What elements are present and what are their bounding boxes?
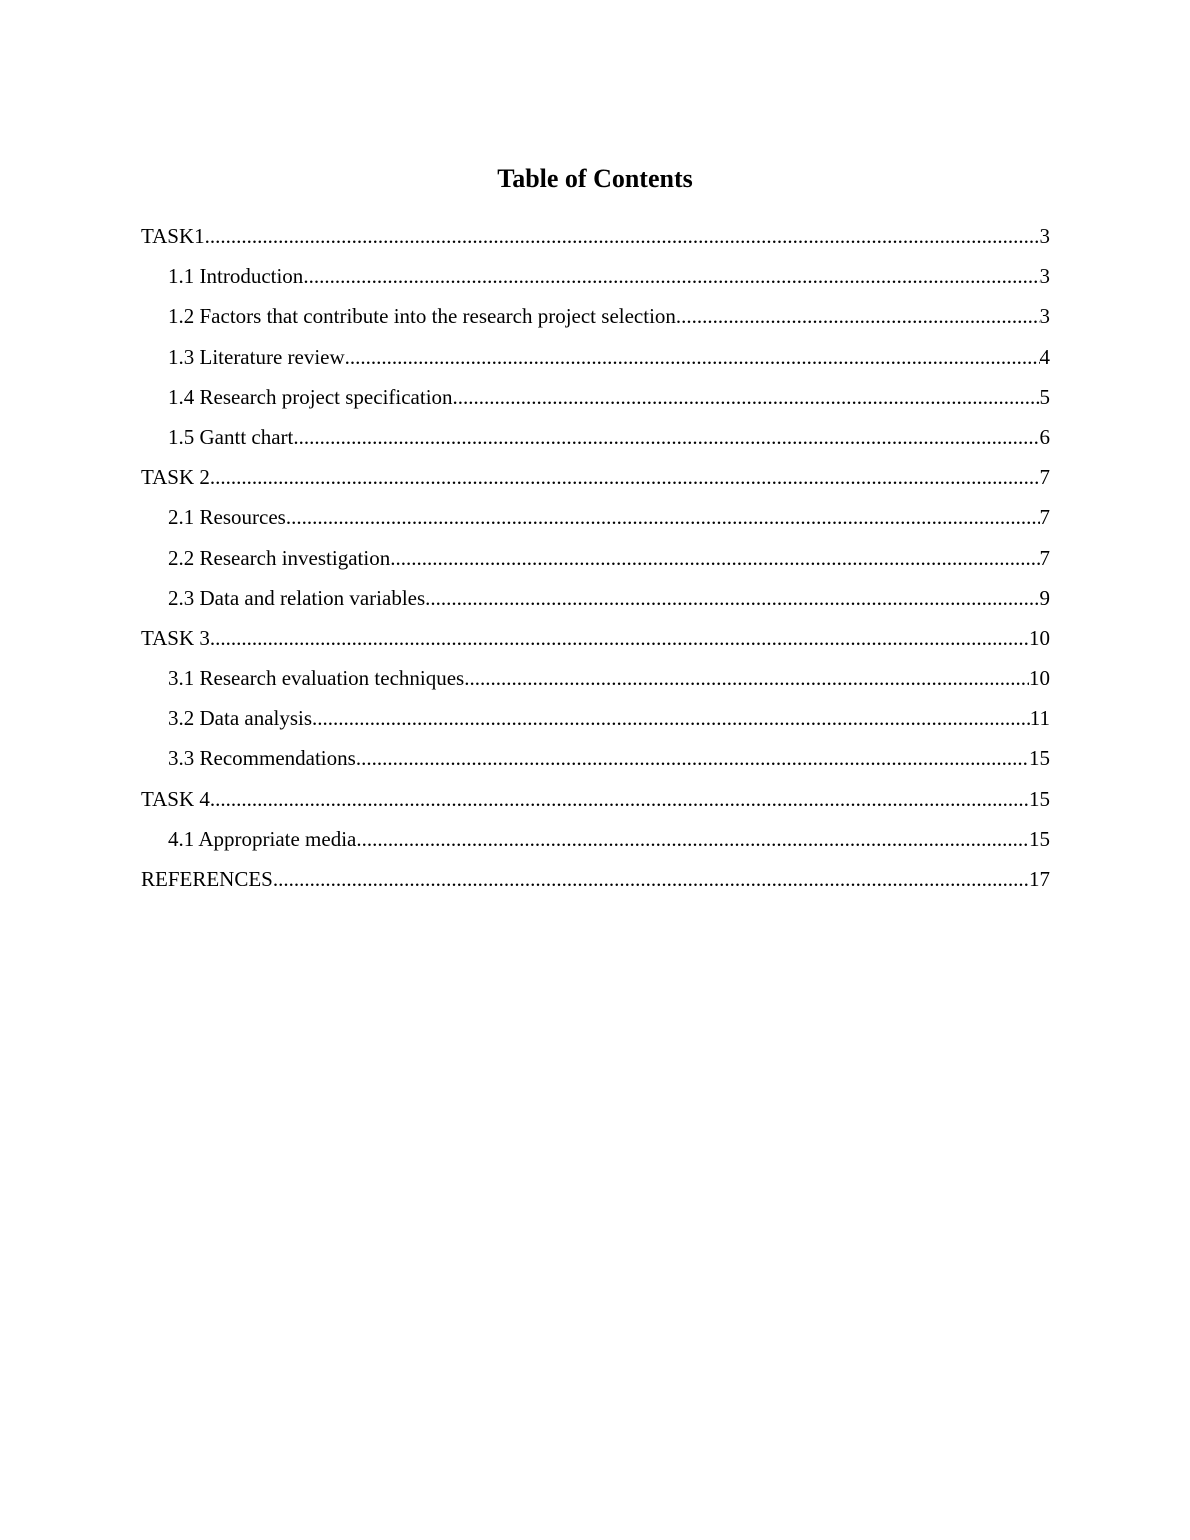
toc-entry-page-number: 3 <box>1039 264 1050 289</box>
toc-entry-page-number: 15 <box>1029 826 1050 851</box>
toc-dot-leader <box>676 296 1040 336</box>
toc-entry-label: REFERENCES <box>141 867 273 891</box>
toc-entry[interactable] <box>141 738 1050 778</box>
toc-dot-leader <box>345 337 1040 377</box>
toc-entry-page-number: 10 <box>1029 625 1050 650</box>
toc-entry-label: 1.4 Research project specification <box>168 384 453 409</box>
toc-entry-page-number: 7 <box>1039 505 1050 530</box>
toc-dot-leader <box>286 497 1040 537</box>
toc-entry-page-number: 6 <box>1039 424 1050 449</box>
toc-entry-label: TASK 4 <box>141 786 210 811</box>
toc-entry-label: 1.1 Introduction <box>168 264 304 289</box>
toc-entry-label: TASK1 <box>141 224 205 248</box>
toc-entry-page-number: 3 <box>1039 304 1050 329</box>
toc-entry-label: 3.2 Data analysis <box>168 706 313 731</box>
toc-entry-label: 3.3 Recommendations <box>168 746 356 771</box>
toc-entry[interactable] <box>141 296 1050 336</box>
toc-entry-label: TASK 2 <box>141 465 210 490</box>
toc-entry-label: 1.5 Gantt chart <box>168 424 294 449</box>
toc-entry-page-number: 7 <box>1039 545 1050 570</box>
toc-entry-label: 1.3 Literature review <box>168 344 345 369</box>
toc-entry-label: 4.1 Appropriate media <box>168 826 357 851</box>
toc-entry-label: 2.2 Research investigation <box>168 545 391 570</box>
toc-entry[interactable] <box>141 457 1050 497</box>
toc-entry-page-number: 15 <box>1029 746 1050 771</box>
toc-entry-page-number: 3 <box>1039 224 1050 248</box>
toc-entry-page-number: 11 <box>1029 706 1050 731</box>
toc-entry[interactable] <box>141 859 1050 899</box>
toc-dot-leader <box>273 859 1029 899</box>
toc-dot-leader <box>453 377 1040 417</box>
toc-entry[interactable] <box>141 698 1050 738</box>
toc-dot-leader <box>293 417 1039 457</box>
toc-entry[interactable] <box>141 417 1050 457</box>
toc-entry[interactable] <box>141 337 1050 377</box>
toc-dot-leader <box>303 256 1039 296</box>
toc-dot-leader <box>205 216 1040 256</box>
toc-dot-leader <box>390 538 1039 578</box>
toc-entry-label: 3.1 Research evaluation techniques <box>168 666 465 691</box>
toc-entry-page-number: 5 <box>1039 384 1050 409</box>
toc-dot-leader <box>356 738 1029 778</box>
toc-entry[interactable] <box>141 377 1050 417</box>
toc-entry[interactable] <box>141 538 1050 578</box>
toc-entry-page-number: 9 <box>1039 585 1050 610</box>
toc-dot-leader <box>425 578 1039 618</box>
toc-dot-leader <box>356 819 1029 859</box>
toc-entry[interactable] <box>141 578 1050 618</box>
toc-entry[interactable] <box>141 256 1050 296</box>
toc-entry-page-number: 7 <box>1039 465 1050 490</box>
toc-title: Table of Contents <box>497 164 693 193</box>
toc-dot-leader <box>210 457 1040 497</box>
toc-entry-label: 1.2 Factors that contribute into the research project selection <box>168 304 676 329</box>
toc-entry-label: 2.1 Resources <box>168 505 286 530</box>
toc-entry-label: 2.3 Data and relation variables <box>168 585 426 610</box>
toc-entry[interactable] <box>141 216 1050 256</box>
toc-entry[interactable] <box>141 497 1050 537</box>
toc-entry[interactable] <box>141 819 1050 859</box>
toc-dot-leader <box>464 658 1029 698</box>
toc-dot-leader <box>210 779 1029 819</box>
toc-entry-page-number: 10 <box>1029 666 1050 691</box>
toc-entry-page-number: 4 <box>1039 344 1050 369</box>
toc-entry-page-number: 17 <box>1029 867 1050 891</box>
toc-dot-leader <box>210 618 1029 658</box>
toc-entry[interactable] <box>141 658 1050 698</box>
toc-entry-label: TASK 3 <box>141 625 210 650</box>
toc-entry[interactable] <box>141 618 1050 658</box>
toc-entry[interactable] <box>141 779 1050 819</box>
toc-list <box>141 216 1050 899</box>
toc-dot-leader <box>312 698 1030 738</box>
toc-entry-page-number: 15 <box>1029 786 1050 811</box>
